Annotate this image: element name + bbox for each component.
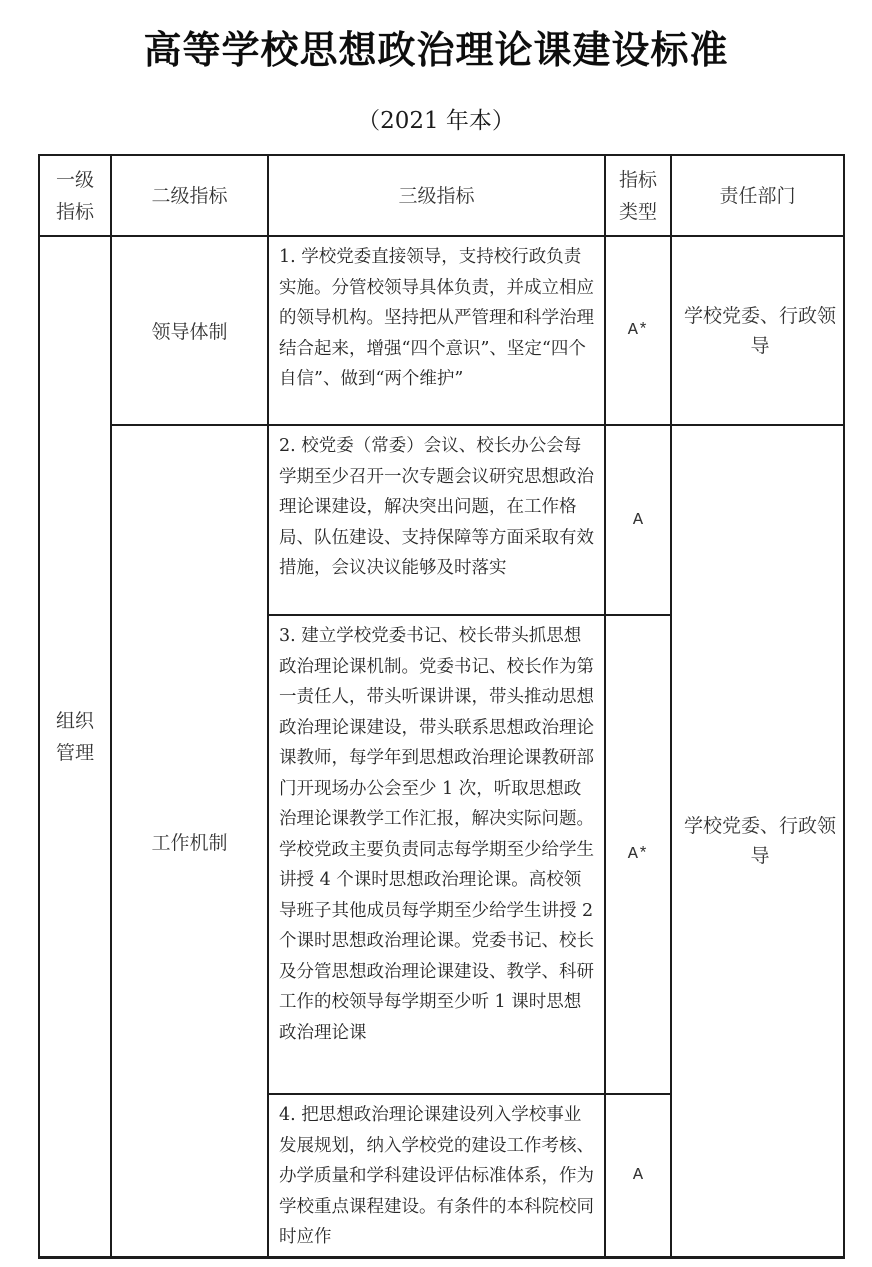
header-department-label: 责任部门 <box>719 184 796 207</box>
header-type <box>605 155 671 236</box>
header-level2 <box>111 155 268 236</box>
department-cell <box>671 236 844 425</box>
document-title: 高等学校思想政治理论课建设标准 <box>143 27 729 72</box>
document-subtitle: （2021 年本） <box>357 108 515 134</box>
table-bottom-rule <box>38 1256 843 1259</box>
level3-cell: 4. 把思想政治理论课建设列入学校事业发展规划，纳入学校党的建设工作考核、办学质量和学科建设评估标准体系，作为学校重点课程建设。有条件的本科院校同时应作 <box>268 1094 605 1258</box>
level3-cell: 1. 学校党委直接领导，支持校行政负责实施。分管校领导具体负责，并成立相应的领导机构。坚持把从严管理和科学治理结合起来，增强“四个意识”、坚定“四个自信”、做到“两个维护” <box>268 236 605 425</box>
level1-cell <box>39 236 111 1258</box>
type-cell: A <box>605 425 671 615</box>
header-level3 <box>268 155 605 236</box>
level2-label: 工作机制 <box>151 831 228 854</box>
table-row <box>39 236 844 425</box>
header-level3-label: 三级指标 <box>398 184 475 207</box>
table-header-row <box>39 155 844 236</box>
header-department <box>671 155 844 236</box>
level2-cell <box>111 425 268 1258</box>
department-cell <box>671 425 844 1258</box>
level3-cell: 3. 建立学校党委书记、校长带头抓思想政治理论课机制。党委书记、校长作为第一责任人，带头听课讲课，带头推动思想政治理论课建设，带头联系思想政治理论课教师，每学年到思想政治理论课教研部门开现场办公会至少 1 次，听取思想政治理论课教学工作汇报，解决实际问题。学校党政主要负责同志每学期至少给学生讲授 4 个课时思想政治理论课。高校领导班子其他成员每学期至少给学生讲授 2 个课时思想政治理论课。党委书记、校长及分管思想政治理论课建设、教学、科研工作的校领导每学期至少听 1 课时思想政治理论课 <box>268 615 605 1094</box>
level3-cell: 2. 校党委（常委）会议、校长办公会每学期至少召开一次专题会议研究思想政治理论课建设，解决突出问题，在工作格局、队伍建设、支持保障等方面采取有效措施，会议决议能够及时落实 <box>268 425 605 615</box>
standards-table <box>38 154 845 1259</box>
header-level1-label: 一级指标 <box>55 168 94 223</box>
department-label: 学校党委、行政领导 <box>683 815 836 868</box>
type-cell: A* <box>605 236 671 425</box>
department-label: 学校党委、行政领导 <box>683 304 836 357</box>
level2-label: 领导体制 <box>151 321 228 343</box>
header-type-label: 指标类型 <box>618 168 657 223</box>
header-level1 <box>39 155 111 236</box>
level1-label: 组织管理 <box>55 709 94 764</box>
header-level2-label: 二级指标 <box>151 184 228 207</box>
type-cell: A* <box>605 615 671 1094</box>
table-row <box>39 425 844 615</box>
type-cell: A <box>605 1094 671 1258</box>
level2-cell <box>111 236 268 425</box>
